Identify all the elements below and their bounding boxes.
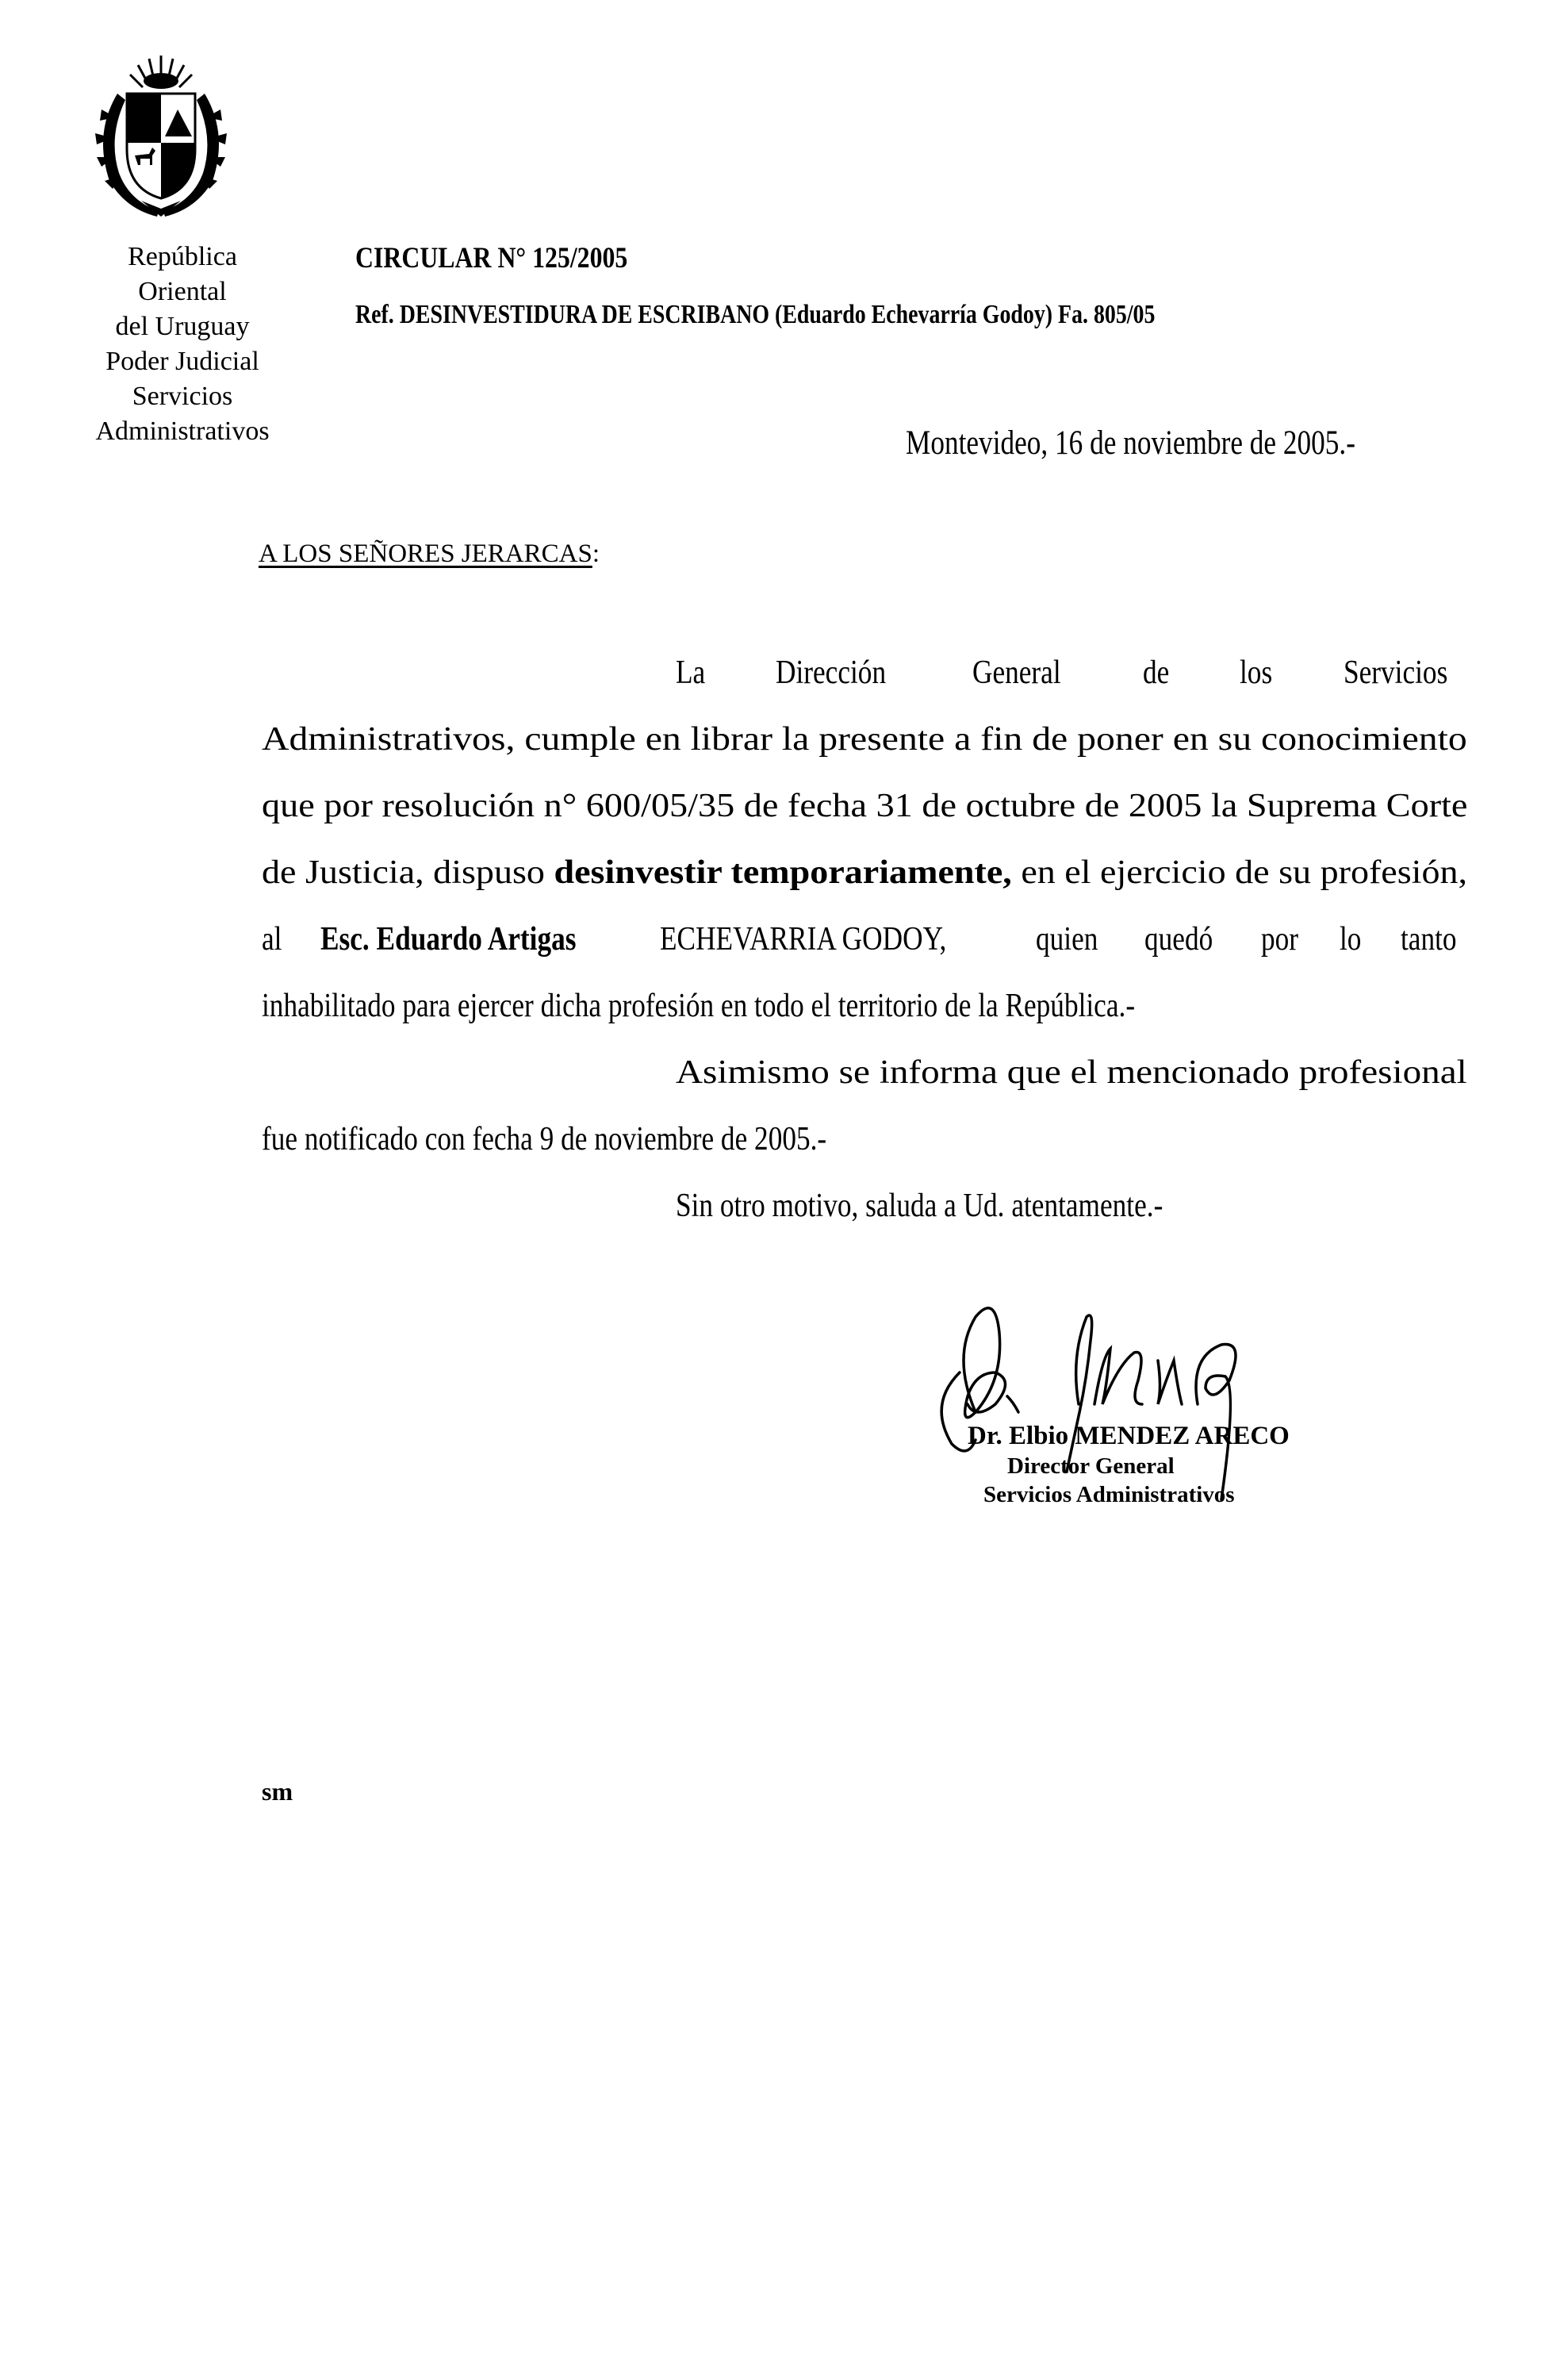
salutation: [259, 539, 600, 569]
word: quedó: [1144, 921, 1213, 958]
paragraph1-line4: [262, 839, 1467, 906]
text-post: en el ejercicio de su profesión,: [1011, 854, 1468, 891]
paragraph2-line2: [262, 1106, 1467, 1173]
circular-number: CIRCULAR N° 125/2005: [355, 242, 628, 274]
reference-line: Ref. DESINVESTIDURA DE ESCRIBANO (Eduardo Echevarría Godoy) Fa. 805/05: [355, 300, 1156, 329]
notary-name: Esc. Eduardo Artigas: [320, 921, 577, 958]
word: Dirección: [776, 654, 887, 691]
line-text: que por resolución n° 600/05/35 de fecha 31 de octubre de 2005 la Suprema Corte: [262, 788, 1468, 824]
text-pre: de Justicia, dispuso: [262, 854, 554, 891]
paragraph1-line6: [262, 973, 1467, 1039]
notary-surname: ECHEVARRIA GODOY,: [659, 921, 947, 958]
institution-line: Oriental: [138, 277, 227, 306]
institution-line: Servicios: [132, 382, 233, 411]
word: por: [1260, 921, 1298, 958]
word: tanto: [1400, 921, 1457, 958]
institution-line: Administrativos: [95, 416, 270, 446]
line-text: inhabilitado para ejercer dicha profesión en todo el territorio de la República.-: [262, 988, 1136, 1024]
word: de: [1142, 654, 1170, 691]
paragraph2-line1: [676, 1039, 1467, 1106]
line-text: Asimismo se informa que el mencionado profesional: [676, 1054, 1467, 1091]
line-text: Sin otro motivo, saluda a Ud. atentamente.-: [676, 1188, 1163, 1224]
line-text: [262, 839, 1467, 906]
word: General: [972, 654, 1061, 691]
signatory-name: Dr. Elbio MENDEZ ARECO: [968, 1422, 1290, 1450]
institution-block: [63, 240, 301, 449]
word: La: [676, 654, 706, 691]
institution-line: República: [128, 242, 237, 271]
institution-line: Poder Judicial: [105, 347, 259, 376]
paragraph1-line2: [262, 706, 1467, 773]
closing-line: [676, 1173, 1467, 1239]
typist-initials: sm: [262, 1777, 293, 1806]
word: los: [1239, 654, 1272, 691]
word: quien: [1035, 921, 1098, 958]
salutation-text: A LOS SEÑORES JERARCAS: [259, 539, 592, 568]
signatory-department: Servicios Administrativos: [983, 1482, 1235, 1507]
word: lo: [1340, 921, 1362, 958]
salutation-suffix: :: [592, 539, 600, 568]
emphasis-text: desinvestir temporariamente,: [554, 854, 1012, 891]
signature-block: [920, 1285, 1364, 1523]
signatory-title: Director General: [1007, 1453, 1175, 1479]
word: al: [262, 921, 282, 958]
institution-line: del Uruguay: [115, 312, 250, 341]
line-text: Administrativos, cumple en librar la presente a fin de poner en su conocimiento: [262, 721, 1467, 758]
paragraph1-line1: [676, 639, 1467, 706]
word: Servicios: [1343, 654, 1447, 691]
place-date: Montevideo, 16 de noviembre de 2005.-: [906, 424, 1355, 462]
paragraph1-line3: [262, 773, 1467, 839]
uruguay-coat-of-arms-icon: [86, 54, 236, 221]
line-text: fue notificado con fecha 9 de noviembre de 2005.-: [262, 1121, 827, 1157]
paragraph1-line5: [262, 906, 1467, 973]
